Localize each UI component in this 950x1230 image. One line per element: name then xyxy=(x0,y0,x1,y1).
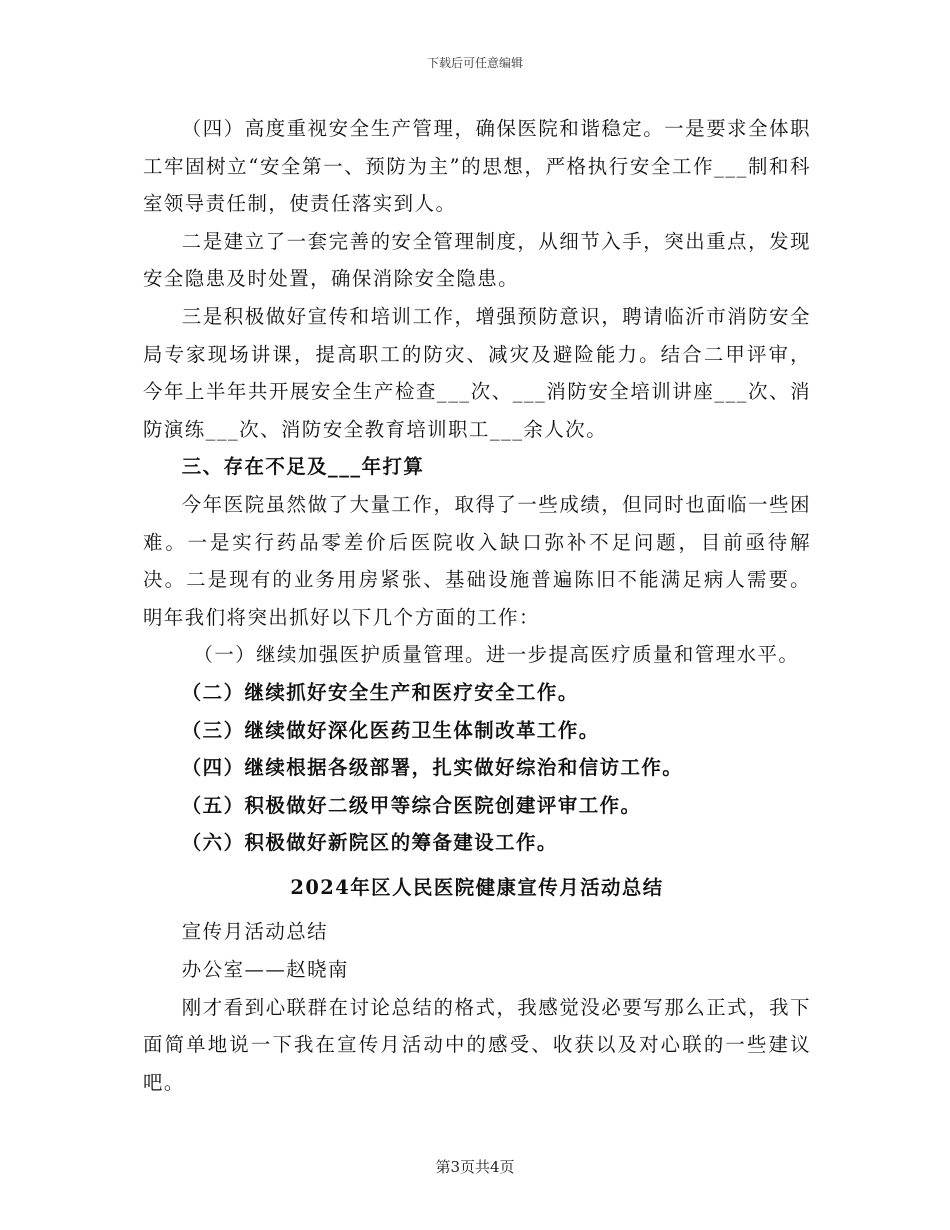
paragraph-subtitle: 宣传月活动总结 xyxy=(181,920,329,944)
paragraph-safety-management: （四）高度重视安全生产管理，确保医院和谐稳定。一是要求全体职工牢固树立“安全第一、预防为主”的思想，严格执行安全工作___制和科室领导责任制，使责任落实到人。 xyxy=(143,117,811,216)
page-number: 第3页共4页 xyxy=(435,1158,515,1176)
section-heading-shortcomings: 三、存在不足及___年打算 xyxy=(181,455,425,479)
paragraph-training: 三是积极做好宣传和培训工作，增强预防意识，聘请临沂市消防安全局专家现场讲课，提高职工的防灾、减灾及避险能力。结合二甲评审，今年上半年共开展安全生产检查___次、___消防安全培训讲座___次、消防演练___次、消防安全教育培训职工___余人次。 xyxy=(143,304,811,441)
plan-item-2: （二）继续抓好安全生产和医疗安全工作。 xyxy=(181,680,579,704)
paragraph-difficulties: 今年医院虽然做了大量工作，取得了一些成绩，但同时也面临一些困难。一是实行药品零差价后医院收入缺口弥补不足问题，目前亟待解决。二是现有的业务用房紧张、基础设施普遍陈旧不能满足病人需要。明年我们将突出抓好以下几个方面的工作： xyxy=(143,492,811,629)
document-title: 2024年区人民医院健康宣传月活动总结 xyxy=(290,875,664,899)
paragraph-intro: 刚才看到心联群在讨论总结的格式，我感觉没必要写那么正式，我下面简单地说一下我在宣传月活动中的感受、收获以及对心联的一些建议吧。 xyxy=(143,995,811,1094)
paragraph-author: 办公室——赵晓南 xyxy=(181,958,349,982)
plan-item-3: （三）继续做好深化医药卫生体制改革工作。 xyxy=(181,718,600,742)
plan-item-5: （五）积极做好二级甲等综合医院创建评审工作。 xyxy=(181,793,642,817)
plan-item-4: （四）继续根据各级部署，扎实做好综治和信访工作。 xyxy=(181,756,684,780)
document-body xyxy=(143,110,811,1101)
plan-item-6: （六）积极做好新院区的筹备建设工作。 xyxy=(181,831,558,855)
page-header: 下载后可任意编辑 xyxy=(426,56,523,70)
plan-item-1: （一）继续加强医护质量管理。进一步提高医疗质量和管理水平。 xyxy=(193,643,800,667)
paragraph-safety-system: 二是建立了一套完善的安全管理制度，从细节入手，突出重点，发现安全隐患及时处置，确保消除安全隐患。 xyxy=(143,229,811,291)
